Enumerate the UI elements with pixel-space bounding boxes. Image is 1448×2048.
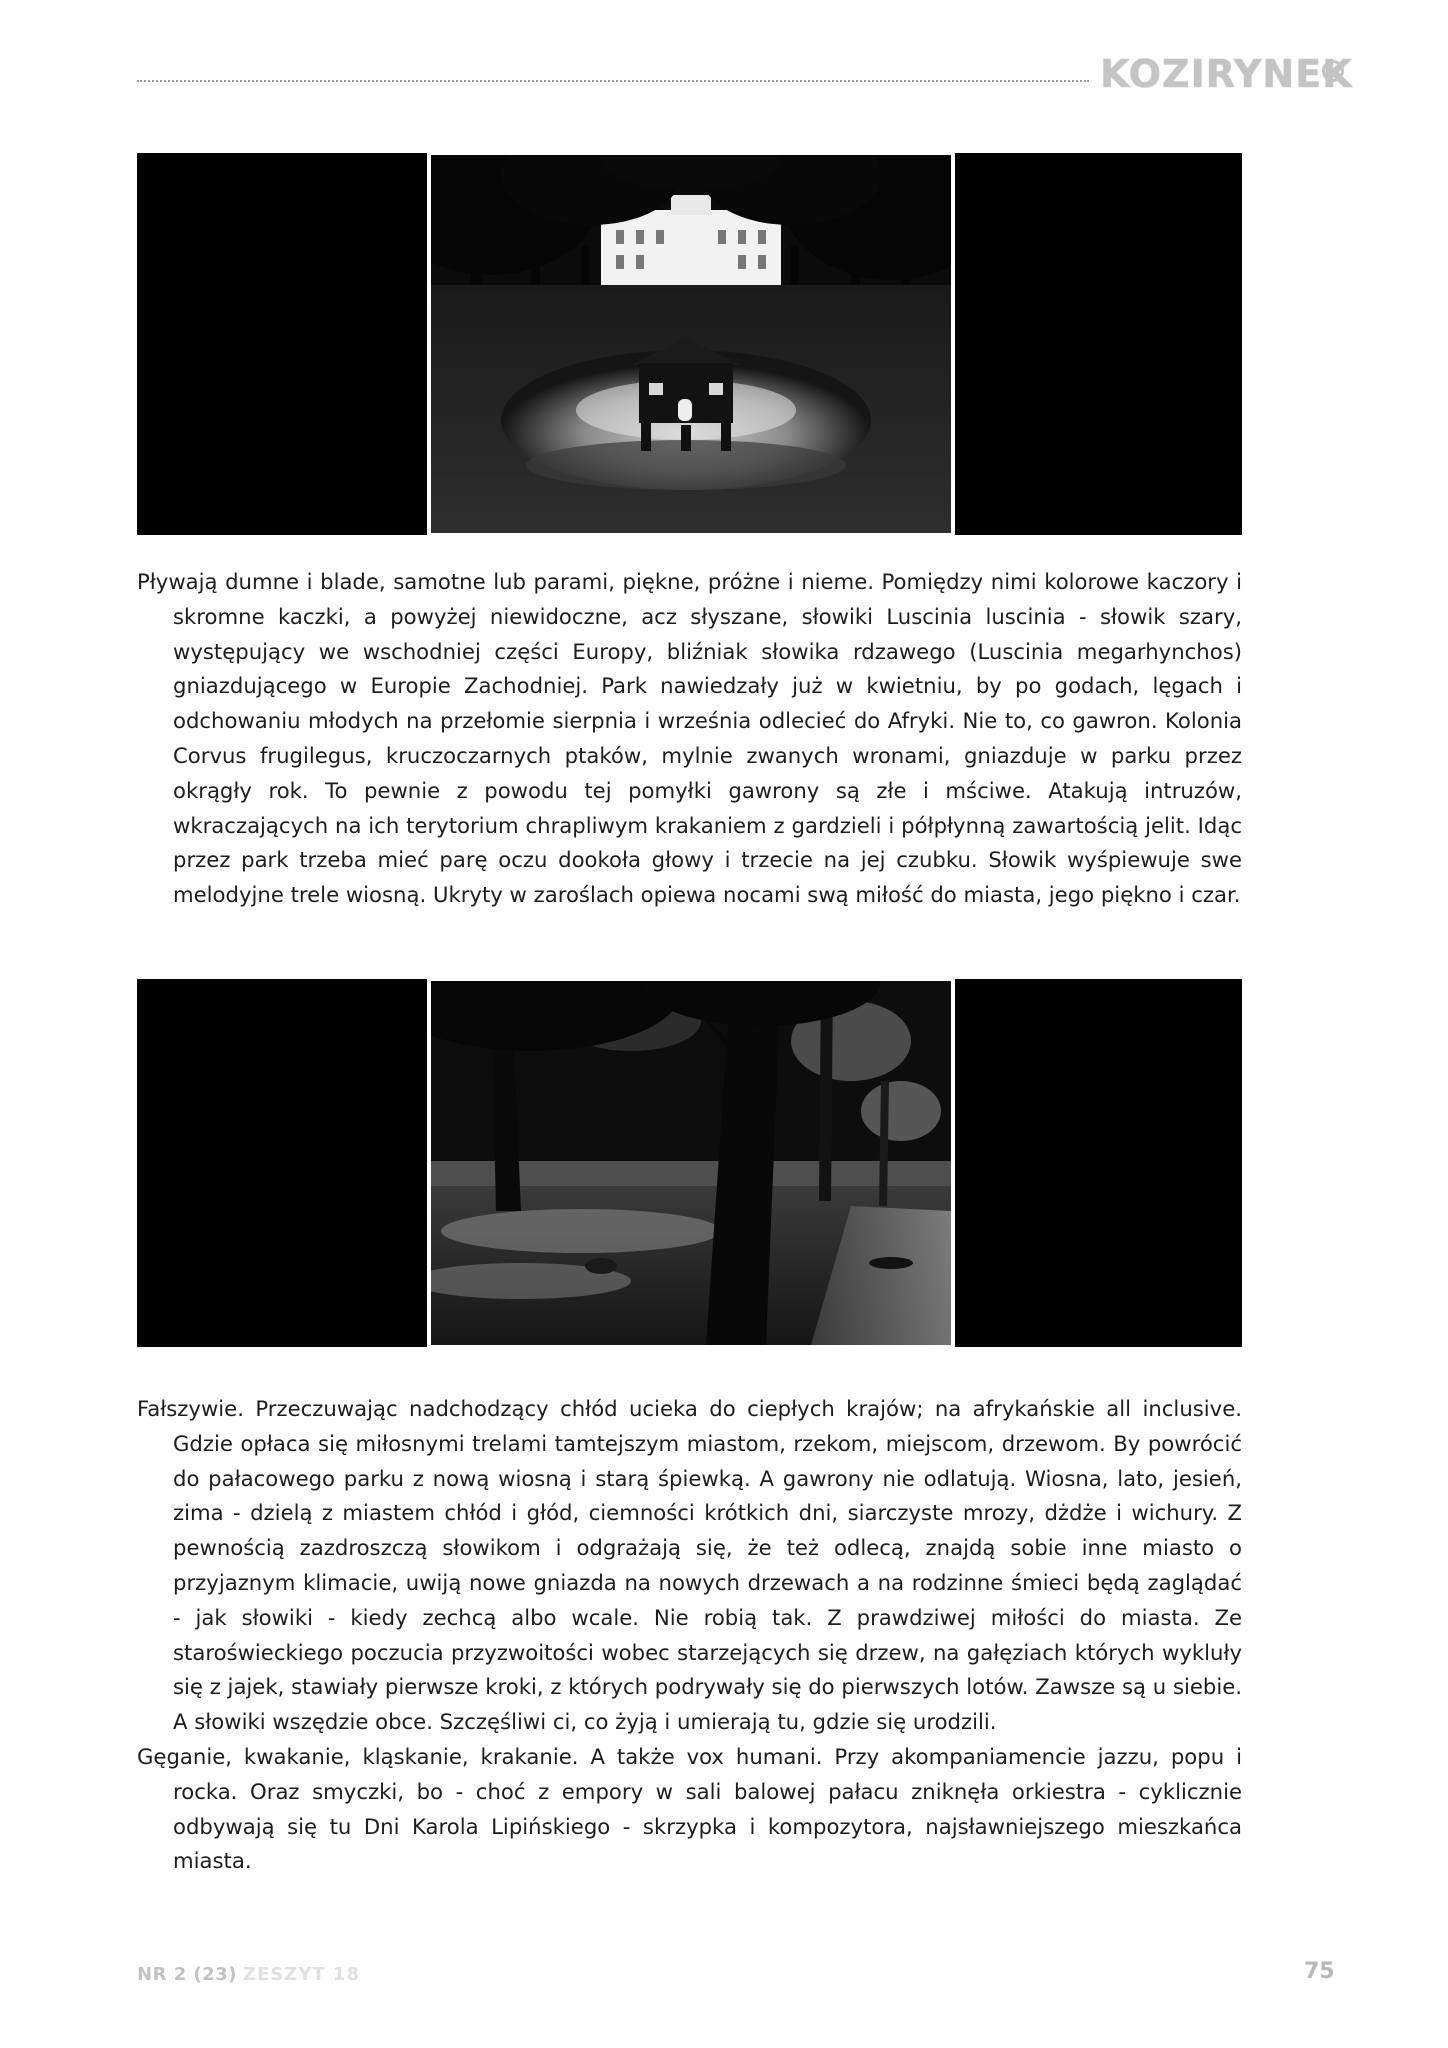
paragraph: Gęganie, kwakanie, kląskanie, krakanie. A także vox humani. Przy akompaniamencie jazzu, popu i rocka. Oraz smyczki, bo - choć z empory w sali balowej pałacu zniknęła orkiestra - cyklicznie odbywają się tu Dni Karola Lipińskiego - skrzypka i kompozytora, najsławniejszego mieszkańca miasta. xyxy=(137,1743,1242,1874)
park-pavilion-photo xyxy=(431,155,951,533)
paragraph: Pływają dumne i blade, samotne lub parami, piękne, próżne i nieme. Pomiędzy nimi kolorowe kaczory i skromne kaczki, a powyżej niewidoczne, acz słyszane, słowiki Luscinia luscinia - słowik szary, występujący we wschodniej części Europy, bliźniak słowika rdzawego (Luscinia megarhynchos) gniazdującego w Europie Zachodniej. Park nawiedzały już w kwietniu, by po godach, lęgach i odchowaniu młodych na przełomie sierpnia i września odlecieć do Afryki. Nie to, co gawron. Kolonia Corvus frugilegus, kruczoczarnych ptaków, mylnie zwanych wronami, gniazduje w parku przez okrągły rok. To pewnie z powodu tej pomyłki gawrony są złe i mściwe. Atakują intruzów, wkraczających na ich terytorium chrapliwym krakaniem z gardzieli i półpłynną zawartością jelit. Idąc przez park trzeba mieć parę oczu dookoła głowy i trzecie na jej czubku. Słowik wyśpiewuje swe melodyjne trele wiosną. Ukryty w zaroślach opiewa nocami swą miłość do miasta, jego piękno i czar. xyxy=(137,569,1242,908)
magazine-logo xyxy=(1100,52,1353,104)
paragraph: Fałszywie. Przeczuwając nadchodzący chłód ucieka do ciepłych krajów; na afrykańskie all inclusive. Gdzie opłaca się miłosnymi trelami tamtejszym miastom, rzekom, miejscom, drzewom. By powrócić do pałacowego parku z nową wiosną i starą śpiewką. A gawrony nie odlatują. Wiosna, lato, jesień, zima - dzielą z miastem chłód i głód, ciemności krótkich dni, siarczyste mrozy, dżdże i wichury. Z pewnością zazdroszczą słowikom i odgrażają się, że też odlecą, znajdą sobie inne miasto o przyjaznym klimacie, uwiją nowe gniazda na nowych drzewach a na rodzinne śmieci będą zaglądać - jak słowiki - kiedy zechcą albo wcale. Nie robią tak. Z prawdziwej miłości do miasta. Ze staroświeckiego poczucia przyzwoitości wobec starzejących się drzew, na gałęziach których wykluły się z jajek, stawiały pierwsze kroki, z których podrywały się do pierwszych lotów. Zawsze są u siebie. A słowiki wszędzie obce. Szczęśliwi ci, co żyją i umierają tu, gdzie się urodzili. xyxy=(137,1396,1243,1735)
black-panel-left xyxy=(137,153,427,535)
park-trees-photo xyxy=(431,981,951,1345)
header-dotted-rule xyxy=(137,80,1089,82)
article-text-block-1 xyxy=(137,565,1242,913)
logo-wordmark: KOZIRYNEK xyxy=(1100,52,1353,96)
footer-issue-info xyxy=(137,1964,360,1985)
article-text-block-2 xyxy=(137,1392,1242,1879)
black-panel-right xyxy=(955,153,1242,535)
zeszyt-number: ZESZYT 18 xyxy=(242,1964,360,1985)
black-panel-right xyxy=(955,979,1242,1347)
black-panel-left xyxy=(137,979,427,1347)
photo-strip-top xyxy=(137,153,1242,535)
page-number: 75 xyxy=(1304,1959,1335,1984)
issue-number: NR 2 (23) xyxy=(137,1964,237,1985)
photo-strip-middle xyxy=(137,979,1242,1347)
circle-logo-icon xyxy=(1322,60,1344,82)
